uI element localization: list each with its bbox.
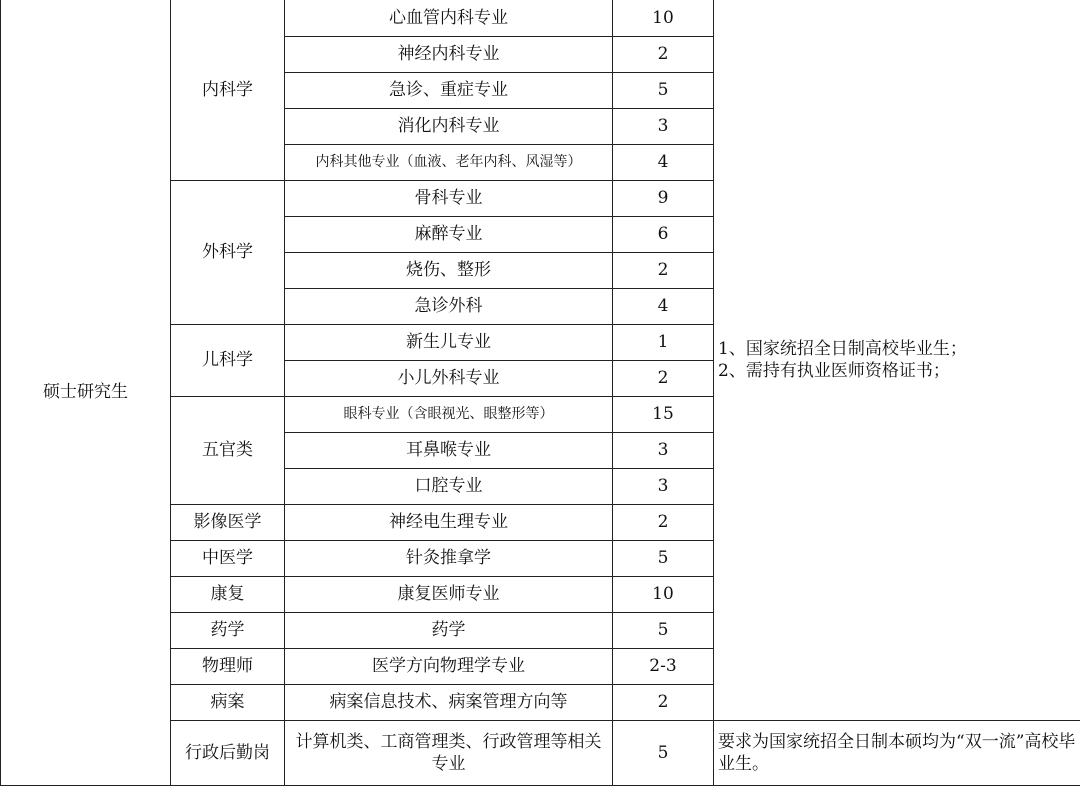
count-cell: 5 xyxy=(613,540,714,576)
table-row xyxy=(1,0,1080,36)
category-cell: 内科学 xyxy=(171,0,285,180)
category-cell: 药学 xyxy=(171,612,285,648)
count-cell: 10 xyxy=(613,576,714,612)
specialty-cell: 口腔专业 xyxy=(285,468,613,504)
specialty-cell: 小儿外科专业 xyxy=(285,360,613,396)
specialty-cell: 病案信息技术、病案管理方向等 xyxy=(285,684,613,720)
specialty-cell: 康复医师专业 xyxy=(285,576,613,612)
specialty-cell: 针灸推拿学 xyxy=(285,540,613,576)
category-cell: 病案 xyxy=(171,684,285,720)
count-cell: 5 xyxy=(613,72,714,108)
specialty-cell: 麻醉专业 xyxy=(285,216,613,252)
specialty-cell: 新生儿专业 xyxy=(285,324,613,360)
count-cell: 2 xyxy=(613,36,714,72)
specialty-cell: 神经内科专业 xyxy=(285,36,613,72)
specialty-cell: 急诊外科 xyxy=(285,288,613,324)
count-cell: 2-3 xyxy=(613,648,714,684)
specialty-cell: 眼科专业（含眼视光、眼整形等） xyxy=(285,396,613,432)
count-cell: 2 xyxy=(613,504,714,540)
specialty-cell: 骨科专业 xyxy=(285,180,613,216)
category-cell: 物理师 xyxy=(171,648,285,684)
count-cell: 10 xyxy=(613,0,714,36)
count-cell: 3 xyxy=(613,468,714,504)
count-cell: 4 xyxy=(613,144,714,180)
count-cell: 1 xyxy=(613,324,714,360)
specialty-cell: 心血管内科专业 xyxy=(285,0,613,36)
specialty-cell: 计算机类、工商管理类、行政管理等相关专业 xyxy=(285,720,613,785)
specialty-cell: 药学 xyxy=(285,612,613,648)
count-cell: 5 xyxy=(613,612,714,648)
count-cell: 2 xyxy=(613,684,714,720)
specialty-cell: 医学方向物理学专业 xyxy=(285,648,613,684)
specialty-cell: 急诊、重症专业 xyxy=(285,72,613,108)
category-cell: 影像医学 xyxy=(171,504,285,540)
requirements-main-cell: 1、国家统招全日制高校毕业生； 2、需持有执业医师资格证书； xyxy=(714,0,1080,720)
count-cell: 2 xyxy=(613,360,714,396)
specialty-cell: 消化内科专业 xyxy=(285,108,613,144)
category-cell: 外科学 xyxy=(171,180,285,324)
category-cell: 中医学 xyxy=(171,540,285,576)
count-cell: 3 xyxy=(613,432,714,468)
specialty-cell: 神经电生理专业 xyxy=(285,504,613,540)
count-cell: 4 xyxy=(613,288,714,324)
count-cell: 6 xyxy=(613,216,714,252)
count-cell: 9 xyxy=(613,180,714,216)
specialty-cell: 烧伤、整形 xyxy=(285,252,613,288)
requirements-admin-cell: 要求为国家统招全日制本硕均为“双一流”高校毕业生。 xyxy=(714,720,1080,785)
category-cell: 康复 xyxy=(171,576,285,612)
category-cell: 行政后勤岗 xyxy=(171,720,285,785)
count-cell: 15 xyxy=(613,396,714,432)
degree-cell: 硕士研究生 xyxy=(1,0,171,785)
count-cell: 5 xyxy=(613,720,714,785)
category-cell: 儿科学 xyxy=(171,324,285,396)
specialty-cell: 耳鼻喉专业 xyxy=(285,432,613,468)
count-cell: 3 xyxy=(613,108,714,144)
category-cell: 五官类 xyxy=(171,396,285,504)
count-cell: 2 xyxy=(613,252,714,288)
specialty-cell: 内科其他专业（血液、老年内科、风湿等） xyxy=(285,144,613,180)
